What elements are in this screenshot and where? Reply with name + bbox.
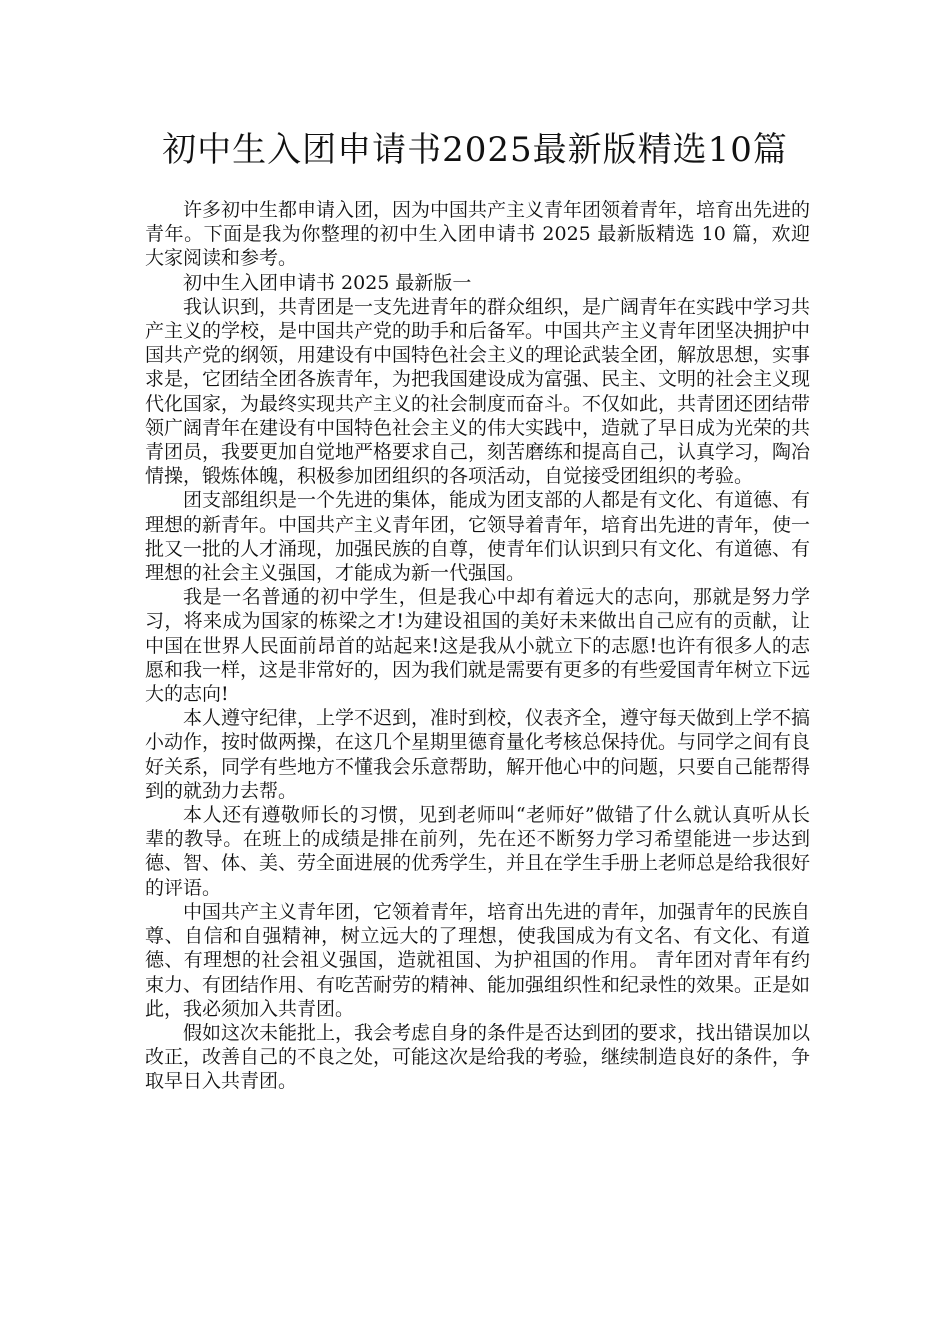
document-body — [145, 198, 810, 1094]
paragraph: 我是一名普通的初中学生，但是我心中却有着远大的志向，那就是努力学习，将来成为国家的栋梁之才!为建设祖国的美好未来做出自己应有的贡献，让中国在世界人民面前昂首的站起来!这是我从小就立下的志愿!也许有很多人的志愿和我一样，这是非常好的，因为我们就是需要有更多的有些爱国青年树立下远大的志向! — [145, 586, 811, 706]
paragraph: 我认识到，共青团是一支先进青年的群众组织，是广阔青年在实践中学习共产主义的学校，是中国共产党的助手和后备军。中国共产主义青年团坚决拥护中国共产党的纲领，用建设有中国特色社会主义的理论武装全团，解放思想，实事求是，它团结全团各族青年，为把我国建设成为富强、民主、文明的社会主义现代化国家，为最终实现共产主义的社会制度而奋斗。不仅如此，共青团还团结带领广阔青年在建设有中国特色社会主义的伟大实践中，造就了早日成为光荣的共青团员，我要更加自觉地严格要求自己，刻苦磨练和提高自己，认真学习，陶冶情操，锻炼体魄，积极参加团组织的各项活动，自觉接受团组织的考验。 — [145, 295, 811, 488]
paragraph: 中国共产主义青年团，它领着青年，培育出先进的青年，加强青年的民族自尊、自信和自强精神，树立远大的了理想，使我国成为有文名、有文化、有道德、有理想的社会祖义强国，造就祖国、为护祖国的作用。 青年团对青年有约束力、有团结作用、有吃苦耐劳的精神、能加强组织性和纪录性的效果。正是如此，我必须加入共青团。 — [145, 900, 811, 1020]
section-heading: 初中生入团申请书 2025 最新版一 — [183, 271, 472, 294]
paragraph: 本人遵守纪律，上学不迟到，准时到校，仪表齐全，遵守每天做到上学不搞小动作，按时做两操，在这几个星期里德育量化考核总保持优。与同学之间有良好关系，同学有些地方不懂我会乐意帮助，解开他心中的问题，只要自己能帮得到的就劲力去帮。 — [145, 707, 811, 802]
paragraph: 本人还有遵敬师长的习惯，见到老师叫“老师好”做错了什么就认真听从长辈的教导。在班上的成绩是排在前列，先在还不断努力学习希望能进一步达到德、智、体、美、劳全面进展的优秀学生，并且在学生手册上老师总是给我很好的评语。 — [145, 804, 811, 899]
paragraph-intro: 许多初中生都申请入团，因为中国共产主义青年团领着青年，培育出先进的青年。下面是我为你整理的初中生入团申请书 2025 最新版精选 10 篇，欢迎大家阅读和参考。 — [145, 199, 811, 270]
document-title: 初中生入团申请书2025最新版精选10篇 — [162, 130, 788, 170]
paragraph: 团支部组织是一个先进的集体，能成为团支部的人都是有文化、有道德、有理想的新青年。中国共产主义青年团，它领导着青年，培育出先进的青年，使一批又一批的人才涌现，加强民族的自尊，使青年们认识到只有文化、有道德、有理想的社会主义强国，才能成为新一代强国。 — [145, 489, 811, 585]
paragraph: 假如这次未能批上，我会考虑自身的条件是否达到团的要求，找出错误加以改正，改善自己的不良之处，可能这次是给我的考验，继续制造良好的条件，争取早日入共青团。 — [145, 1021, 811, 1093]
